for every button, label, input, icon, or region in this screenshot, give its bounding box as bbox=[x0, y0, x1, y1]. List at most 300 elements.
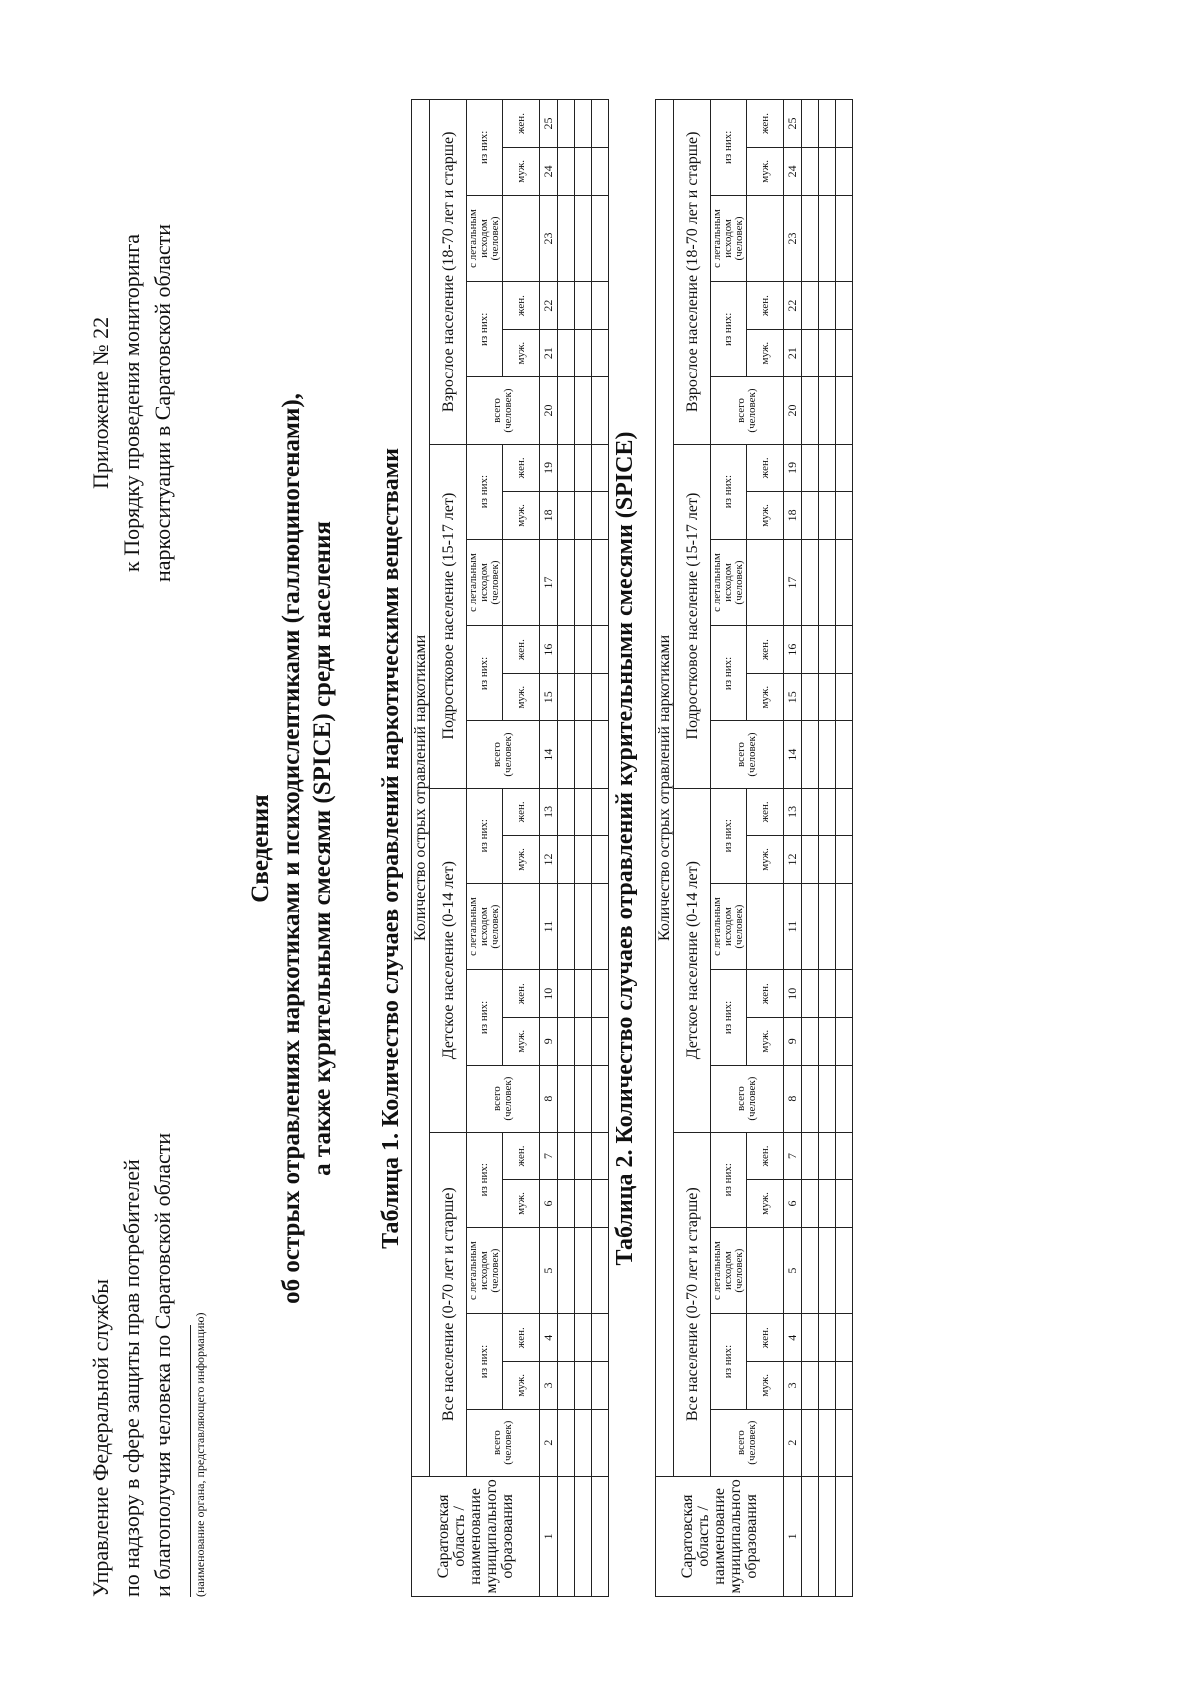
data-cell bbox=[575, 1362, 592, 1410]
data-cell bbox=[558, 1132, 575, 1180]
female-header: жен. bbox=[503, 970, 540, 1018]
group-header: Все население (0-70 лет и старше) bbox=[674, 1132, 711, 1476]
data-cell bbox=[558, 100, 575, 148]
data-cell bbox=[575, 970, 592, 1018]
data-cell bbox=[592, 100, 609, 148]
of-them-header: из них: bbox=[711, 1314, 747, 1409]
data-cell bbox=[592, 329, 609, 377]
data-cell bbox=[558, 1065, 575, 1132]
of-them-header: из них: bbox=[711, 1132, 747, 1227]
column-number: 5 bbox=[540, 1227, 558, 1314]
data-cell bbox=[836, 1362, 853, 1410]
column-number: 2 bbox=[540, 1409, 558, 1476]
lethal-header: с летальным исходом (человек) bbox=[467, 1227, 503, 1314]
data-cell bbox=[802, 329, 819, 377]
column-number: 6 bbox=[540, 1180, 558, 1228]
column-number: 21 bbox=[540, 329, 558, 377]
total-header: всего (человек) bbox=[711, 377, 784, 444]
male-header: муж. bbox=[747, 492, 784, 540]
column-number: 8 bbox=[784, 1065, 802, 1132]
column-number: 13 bbox=[784, 788, 802, 836]
data-cell bbox=[802, 1314, 819, 1362]
column-number: 1 bbox=[784, 1476, 802, 1596]
column-number: 11 bbox=[540, 883, 558, 970]
of-them-header: из них: bbox=[467, 100, 503, 196]
of-them-header: из них: bbox=[711, 100, 747, 196]
column-number: 18 bbox=[540, 492, 558, 540]
column-number: 2 bbox=[784, 1409, 802, 1476]
table1-caption: Таблица 1. Количество случаев отравлений наркотическими веществами bbox=[378, 448, 404, 1249]
data-cell bbox=[819, 883, 836, 970]
data-cell bbox=[836, 444, 853, 492]
female-header: жен. bbox=[503, 282, 540, 330]
data-cell bbox=[819, 1409, 836, 1476]
data-cell bbox=[575, 282, 592, 330]
data-cell bbox=[592, 148, 609, 196]
lethal-header: с летальным исходом (человек) bbox=[711, 195, 747, 282]
data-cell bbox=[819, 1180, 836, 1228]
data-cell bbox=[558, 1409, 575, 1476]
total-header: всего (человек) bbox=[467, 1065, 540, 1132]
lethal-header: с летальным исходом (человек) bbox=[467, 539, 503, 626]
organization-underline bbox=[190, 1325, 191, 1597]
female-header: жен. bbox=[747, 626, 784, 674]
organization-block bbox=[85, 1133, 178, 1597]
data-cell bbox=[558, 626, 575, 674]
data-cell bbox=[836, 1017, 853, 1065]
column-number: 18 bbox=[784, 492, 802, 540]
organization-line: по надзору в сфере защиты прав потребителей bbox=[119, 1159, 144, 1597]
data-cell bbox=[558, 195, 575, 282]
title-line: а также курительными смесями (SPICE) среди населения bbox=[309, 521, 336, 1176]
data-cell bbox=[836, 788, 853, 836]
data-cell bbox=[836, 492, 853, 540]
group-header: Подростковое население (15-17 лет) bbox=[674, 444, 711, 788]
of-them-header: из них: bbox=[711, 282, 747, 377]
male-header: муж. bbox=[503, 1017, 540, 1065]
column-number: 15 bbox=[784, 673, 802, 721]
data-cell bbox=[802, 1362, 819, 1410]
of-them-header: из них: bbox=[711, 626, 747, 721]
data-cell bbox=[802, 148, 819, 196]
data-cell bbox=[592, 836, 609, 884]
male-header: муж. bbox=[747, 1017, 784, 1065]
column-number: 24 bbox=[540, 148, 558, 196]
male-header: муж. bbox=[747, 836, 784, 884]
data-cell bbox=[836, 1476, 853, 1596]
of-them-header: из них: bbox=[467, 444, 503, 539]
data-cell bbox=[836, 721, 853, 788]
lethal-blank-cell bbox=[503, 195, 540, 282]
data-row bbox=[575, 100, 592, 1597]
data-cell bbox=[558, 1314, 575, 1362]
data-cell bbox=[558, 148, 575, 196]
data-row bbox=[836, 100, 853, 1597]
data-cell bbox=[802, 1227, 819, 1314]
data-cell bbox=[819, 1314, 836, 1362]
data-cell bbox=[592, 539, 609, 626]
data-cell bbox=[575, 377, 592, 444]
of-them-header: из них: bbox=[467, 970, 503, 1065]
column-number: 10 bbox=[540, 970, 558, 1018]
data-cell bbox=[575, 836, 592, 884]
group-header: Взрослое население (18-70 лет и старше) bbox=[430, 100, 467, 445]
column-number: 10 bbox=[784, 970, 802, 1018]
data-cell bbox=[819, 1132, 836, 1180]
data-cell bbox=[575, 626, 592, 674]
data-cell bbox=[819, 539, 836, 626]
female-header: жен. bbox=[747, 1132, 784, 1180]
data-cell bbox=[802, 282, 819, 330]
data-cell bbox=[819, 673, 836, 721]
data-cell bbox=[575, 100, 592, 148]
data-cell bbox=[802, 721, 819, 788]
total-header: всего (человек) bbox=[467, 721, 540, 788]
data-cell bbox=[802, 100, 819, 148]
data-cell bbox=[592, 1227, 609, 1314]
male-header: муж. bbox=[503, 329, 540, 377]
data-cell bbox=[558, 788, 575, 836]
data-cell bbox=[836, 282, 853, 330]
column-number: 16 bbox=[784, 626, 802, 674]
column-number: 21 bbox=[784, 329, 802, 377]
female-header: жен. bbox=[503, 100, 540, 148]
data-cell bbox=[819, 492, 836, 540]
data-cell bbox=[836, 195, 853, 282]
data-cell bbox=[575, 1314, 592, 1362]
first-column-header: Саратовская область / наименование муниципального образования bbox=[656, 1476, 784, 1596]
column-number: 15 bbox=[540, 673, 558, 721]
male-header: муж. bbox=[747, 148, 784, 196]
column-number: 8 bbox=[540, 1065, 558, 1132]
data-row bbox=[558, 100, 575, 1597]
header-row-sex bbox=[503, 100, 539, 1597]
data-cell bbox=[802, 539, 819, 626]
data-cell bbox=[802, 195, 819, 282]
column-number: 5 bbox=[784, 1227, 802, 1314]
data-cell bbox=[819, 626, 836, 674]
total-header: всего (человек) bbox=[467, 377, 540, 444]
data-cell bbox=[558, 377, 575, 444]
data-cell bbox=[819, 970, 836, 1018]
data-cell bbox=[592, 282, 609, 330]
data-cell bbox=[592, 626, 609, 674]
data-cell bbox=[558, 721, 575, 788]
data-cell bbox=[575, 1065, 592, 1132]
column-number: 25 bbox=[784, 100, 802, 148]
total-header: всего (человек) bbox=[711, 1409, 784, 1476]
data-cell bbox=[592, 970, 609, 1018]
data-cell bbox=[802, 673, 819, 721]
male-header: муж. bbox=[503, 673, 540, 721]
data-cell bbox=[592, 444, 609, 492]
of-them-header: из них: bbox=[467, 1314, 503, 1409]
data-cell bbox=[819, 100, 836, 148]
data-cell bbox=[592, 492, 609, 540]
data-cell bbox=[819, 1227, 836, 1314]
data-cell bbox=[558, 539, 575, 626]
column-number: 22 bbox=[784, 282, 802, 330]
data-cell bbox=[802, 788, 819, 836]
column-number: 12 bbox=[784, 836, 802, 884]
total-header: всего (человек) bbox=[467, 1409, 540, 1476]
column-number: 19 bbox=[540, 444, 558, 492]
group-header: Детское население (0-14 лет) bbox=[430, 788, 467, 1132]
data-row bbox=[819, 100, 836, 1597]
group-header: Подростковое население (15-17 лет) bbox=[430, 444, 467, 788]
appendix-line: Приложение № 22 bbox=[88, 316, 113, 489]
data-cell bbox=[558, 1017, 575, 1065]
data-cell bbox=[592, 1017, 609, 1065]
top-header: Количество острых отравлений наркотиками bbox=[412, 100, 430, 1477]
data-cell bbox=[592, 1314, 609, 1362]
column-number: 23 bbox=[784, 195, 802, 282]
column-number: 11 bbox=[784, 883, 802, 970]
lethal-header: с летальным исходом (человек) bbox=[467, 195, 503, 282]
data-cell bbox=[558, 836, 575, 884]
header-row-sub bbox=[711, 100, 747, 1597]
column-number: 4 bbox=[784, 1314, 802, 1362]
data-cell bbox=[836, 100, 853, 148]
data-cell bbox=[575, 673, 592, 721]
column-number: 7 bbox=[540, 1132, 558, 1180]
column-number: 24 bbox=[784, 148, 802, 196]
data-cell bbox=[836, 1409, 853, 1476]
data-cell bbox=[592, 1180, 609, 1228]
data-cell bbox=[575, 492, 592, 540]
data-cell bbox=[592, 1065, 609, 1132]
organization-line: и благополучия человека по Саратовской области bbox=[150, 1132, 175, 1597]
group-header: Детское население (0-14 лет) bbox=[674, 788, 711, 1132]
data-cell bbox=[802, 1409, 819, 1476]
lethal-header: с летальным исходом (человек) bbox=[711, 883, 747, 970]
data-cell bbox=[575, 721, 592, 788]
male-header: муж. bbox=[503, 1362, 540, 1410]
female-header: жен. bbox=[747, 788, 784, 836]
header-row-top bbox=[412, 100, 430, 1597]
female-header: жен. bbox=[747, 444, 784, 492]
data-cell bbox=[836, 329, 853, 377]
lethal-blank-cell bbox=[747, 539, 784, 626]
lethal-header: с летальным исходом (человек) bbox=[711, 539, 747, 626]
appendix-line: к Порядку проведения мониторинга bbox=[119, 233, 144, 572]
data-cell bbox=[836, 539, 853, 626]
data-cell bbox=[558, 1227, 575, 1314]
data-cell bbox=[558, 883, 575, 970]
data-cell bbox=[558, 970, 575, 1018]
data-cell bbox=[819, 1065, 836, 1132]
data-cell bbox=[575, 195, 592, 282]
data-cell bbox=[575, 1476, 592, 1596]
data-cell bbox=[592, 195, 609, 282]
data-cell bbox=[819, 195, 836, 282]
data-cell bbox=[819, 329, 836, 377]
data-cell bbox=[836, 836, 853, 884]
data-cell bbox=[836, 1180, 853, 1228]
lethal-header: с летальным исходом (человек) bbox=[467, 883, 503, 970]
table2-caption: Таблица 2. Количество случаев отравлений курительными смесями (SPICE) bbox=[612, 431, 638, 1266]
data-cell bbox=[592, 377, 609, 444]
organization-caption: (наименование органа, представляющего информацию) bbox=[193, 1312, 207, 1597]
male-header: муж. bbox=[747, 329, 784, 377]
of-them-header: из них: bbox=[467, 282, 503, 377]
top-header: Количество острых отравлений наркотиками bbox=[656, 100, 674, 1477]
data-cell bbox=[575, 539, 592, 626]
male-header: муж. bbox=[747, 673, 784, 721]
group-header: Взрослое население (18-70 лет и старше) bbox=[674, 100, 711, 445]
female-header: жен. bbox=[747, 1314, 784, 1362]
data-cell bbox=[836, 1132, 853, 1180]
data-cell bbox=[836, 626, 853, 674]
header-row-groups bbox=[430, 100, 467, 1597]
data-cell bbox=[802, 492, 819, 540]
female-header: жен. bbox=[503, 626, 540, 674]
data-cell bbox=[592, 788, 609, 836]
table2 bbox=[655, 99, 853, 1597]
male-header: муж. bbox=[747, 1180, 784, 1228]
data-cell bbox=[802, 1017, 819, 1065]
lethal-blank-cell bbox=[747, 195, 784, 282]
data-cell bbox=[592, 1409, 609, 1476]
data-cell bbox=[819, 1476, 836, 1596]
female-header: жен. bbox=[747, 100, 784, 148]
data-cell bbox=[575, 444, 592, 492]
header-row-groups bbox=[674, 100, 711, 1597]
data-cell bbox=[575, 1409, 592, 1476]
data-cell bbox=[836, 148, 853, 196]
header-row-sex bbox=[747, 100, 783, 1597]
data-cell bbox=[558, 1362, 575, 1410]
data-cell bbox=[575, 1132, 592, 1180]
lethal-header: с летальным исходом (человек) bbox=[711, 1227, 747, 1314]
column-number: 12 bbox=[540, 836, 558, 884]
group-header: Все население (0-70 лет и старше) bbox=[430, 1132, 467, 1476]
column-number-row bbox=[540, 100, 558, 1597]
data-cell bbox=[836, 1065, 853, 1132]
data-cell bbox=[575, 1017, 592, 1065]
data-cell bbox=[802, 1476, 819, 1596]
data-cell bbox=[802, 626, 819, 674]
header-row-top bbox=[656, 100, 674, 1597]
lethal-blank-cell bbox=[503, 1227, 540, 1314]
data-cell bbox=[558, 329, 575, 377]
male-header: муж. bbox=[747, 1362, 784, 1410]
data-cell bbox=[575, 883, 592, 970]
data-cell bbox=[802, 883, 819, 970]
lethal-blank-cell bbox=[747, 1227, 784, 1314]
column-number: 13 bbox=[540, 788, 558, 836]
of-them-header: из них: bbox=[711, 788, 747, 883]
data-cell bbox=[575, 788, 592, 836]
data-cell bbox=[802, 1180, 819, 1228]
data-cell bbox=[558, 492, 575, 540]
female-header: жен. bbox=[747, 282, 784, 330]
data-cell bbox=[592, 1362, 609, 1410]
data-cell bbox=[819, 377, 836, 444]
lethal-blank-cell bbox=[747, 883, 784, 970]
data-cell bbox=[836, 673, 853, 721]
data-cell bbox=[592, 721, 609, 788]
female-header: жен. bbox=[503, 1314, 540, 1362]
data-cell bbox=[836, 377, 853, 444]
data-cell bbox=[819, 836, 836, 884]
column-number: 3 bbox=[540, 1362, 558, 1410]
column-number: 14 bbox=[784, 721, 802, 788]
document-title bbox=[245, 0, 338, 1697]
male-header: муж. bbox=[503, 492, 540, 540]
column-number-row bbox=[784, 100, 802, 1597]
header-row-sub bbox=[467, 100, 503, 1597]
data-row bbox=[592, 100, 609, 1597]
male-header: муж. bbox=[503, 836, 540, 884]
data-cell bbox=[836, 970, 853, 1018]
data-cell bbox=[802, 836, 819, 884]
data-cell bbox=[558, 282, 575, 330]
appendix-block bbox=[85, 224, 178, 582]
female-header: жен. bbox=[503, 444, 540, 492]
data-cell bbox=[836, 1227, 853, 1314]
organization-line: Управление Федеральной службы bbox=[88, 1278, 113, 1597]
male-header: муж. bbox=[503, 1180, 540, 1228]
data-cell bbox=[802, 970, 819, 1018]
data-cell bbox=[575, 1180, 592, 1228]
data-cell bbox=[575, 329, 592, 377]
data-cell bbox=[575, 148, 592, 196]
column-number: 14 bbox=[540, 721, 558, 788]
column-number: 3 bbox=[784, 1362, 802, 1410]
data-cell bbox=[558, 1180, 575, 1228]
data-cell bbox=[819, 1017, 836, 1065]
appendix-line: наркоситуации в Саратовской области bbox=[150, 223, 175, 582]
title-line: Сведения bbox=[247, 794, 274, 903]
of-them-header: из них: bbox=[467, 1132, 503, 1227]
column-number: 17 bbox=[540, 539, 558, 626]
column-number: 6 bbox=[784, 1180, 802, 1228]
column-number: 23 bbox=[540, 195, 558, 282]
data-cell bbox=[802, 1132, 819, 1180]
data-cell bbox=[592, 1132, 609, 1180]
of-them-header: из них: bbox=[711, 444, 747, 539]
column-number: 16 bbox=[540, 626, 558, 674]
data-cell bbox=[802, 377, 819, 444]
total-header: всего (человек) bbox=[711, 721, 784, 788]
of-them-header: из них: bbox=[467, 626, 503, 721]
of-them-header: из них: bbox=[711, 970, 747, 1065]
female-header: жен. bbox=[503, 788, 540, 836]
data-cell bbox=[802, 444, 819, 492]
lethal-blank-cell bbox=[503, 883, 540, 970]
column-number: 22 bbox=[540, 282, 558, 330]
data-cell bbox=[819, 721, 836, 788]
column-number: 20 bbox=[540, 377, 558, 444]
female-header: жен. bbox=[503, 1132, 540, 1180]
data-cell bbox=[558, 673, 575, 721]
data-cell bbox=[836, 883, 853, 970]
data-cell bbox=[802, 1065, 819, 1132]
column-number: 25 bbox=[540, 100, 558, 148]
data-cell bbox=[558, 444, 575, 492]
data-cell bbox=[575, 1227, 592, 1314]
column-number: 4 bbox=[540, 1314, 558, 1362]
data-cell bbox=[592, 1476, 609, 1596]
column-number: 1 bbox=[540, 1476, 558, 1596]
column-number: 19 bbox=[784, 444, 802, 492]
data-cell bbox=[819, 1362, 836, 1410]
total-header: всего (человек) bbox=[711, 1065, 784, 1132]
column-number: 9 bbox=[540, 1017, 558, 1065]
column-number: 9 bbox=[784, 1017, 802, 1065]
data-cell bbox=[819, 788, 836, 836]
